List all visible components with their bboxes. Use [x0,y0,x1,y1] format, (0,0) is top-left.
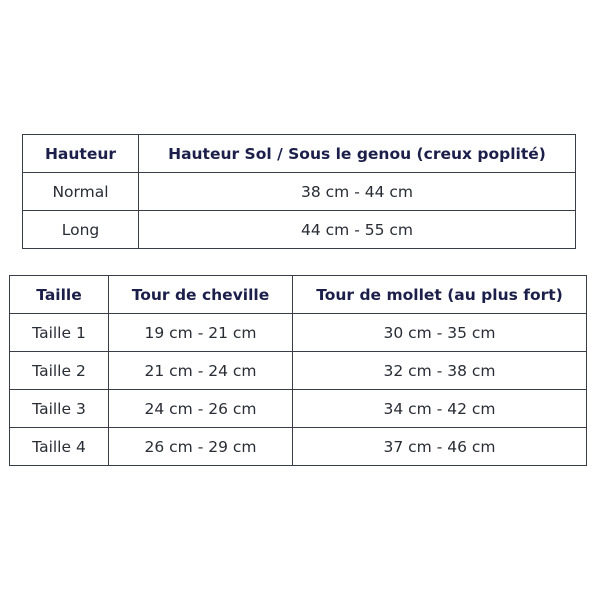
calf-range-cell: 34 cm - 42 cm [293,390,587,428]
ankle-column-header: Tour de cheville [109,276,293,314]
table-row [10,428,587,466]
size-label-cell: Taille 3 [10,390,109,428]
height-label-cell: Normal [23,173,139,211]
ankle-range-cell: 26 cm - 29 cm [109,428,293,466]
size-label-cell: Taille 1 [10,314,109,352]
calf-column-header: Tour de mollet (au plus fort) [293,276,587,314]
size-column-header: Taille [10,276,109,314]
height-range-cell: 38 cm - 44 cm [139,173,576,211]
ankle-range-cell: 24 cm - 26 cm [109,390,293,428]
height-table-header-row [23,135,576,173]
height-column-header: Hauteur [23,135,139,173]
ankle-range-cell: 19 cm - 21 cm [109,314,293,352]
size-label-cell: Taille 2 [10,352,109,390]
height-label-cell: Long [23,211,139,249]
calf-range-cell: 30 cm - 35 cm [293,314,587,352]
table-row [10,390,587,428]
floor-to-knee-column-header: Hauteur Sol / Sous le genou (creux poplité) [139,135,576,173]
height-table [22,134,576,249]
calf-range-cell: 32 cm - 38 cm [293,352,587,390]
calf-range-cell: 37 cm - 46 cm [293,428,587,466]
table-row [23,173,576,211]
size-table-header-row [10,276,587,314]
ankle-range-cell: 21 cm - 24 cm [109,352,293,390]
size-label-cell: Taille 4 [10,428,109,466]
size-table [9,275,587,466]
table-row [10,314,587,352]
table-row [10,352,587,390]
table-row [23,211,576,249]
height-range-cell: 44 cm - 55 cm [139,211,576,249]
